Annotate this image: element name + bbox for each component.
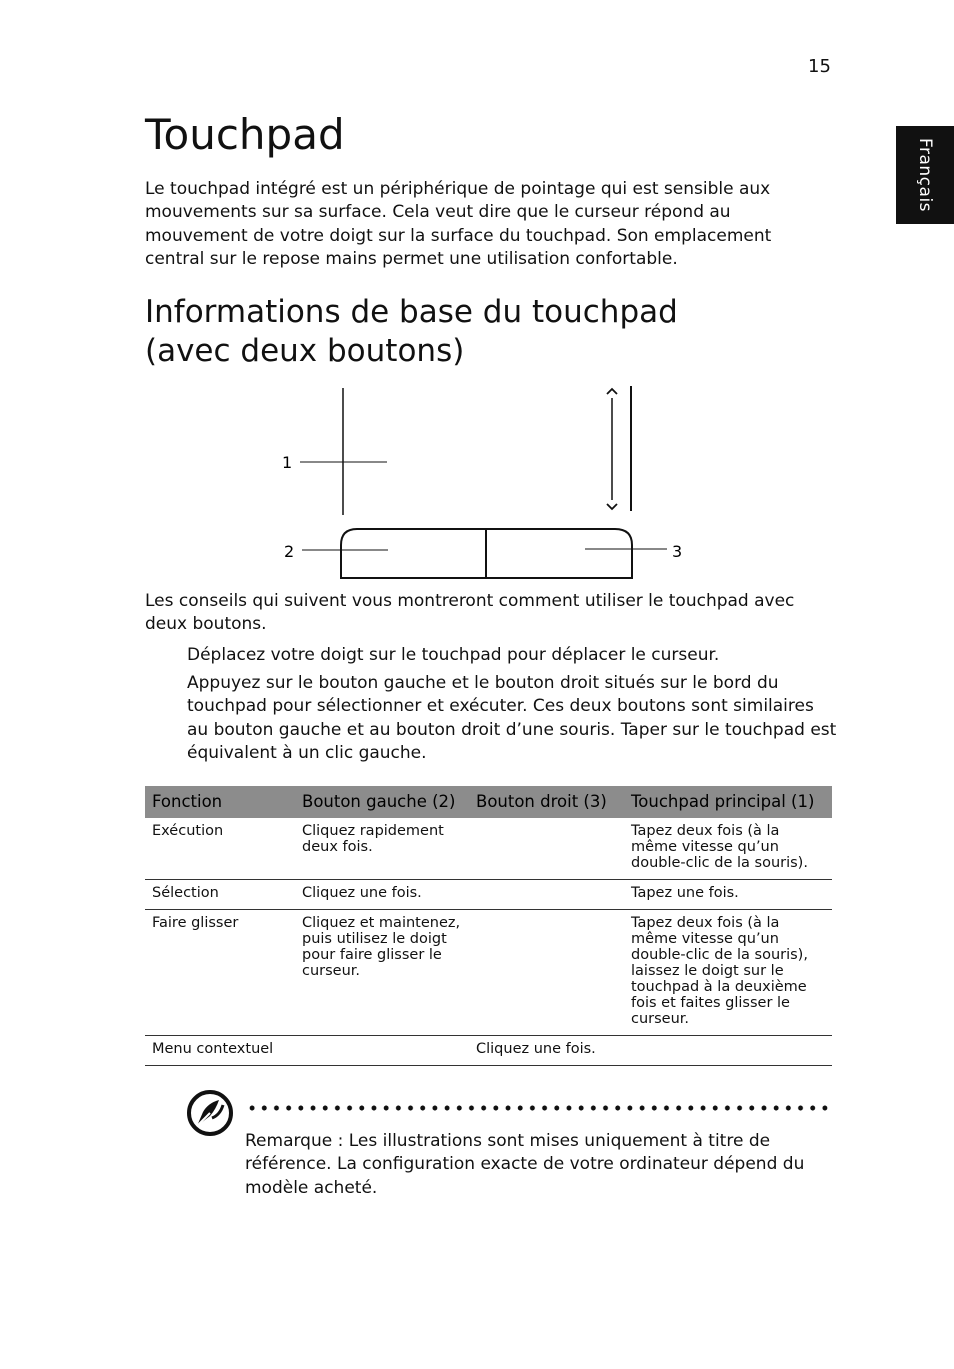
table-row	[145, 818, 832, 880]
table-header-row	[145, 786, 832, 818]
header-right-button: Bouton droit (3)	[469, 786, 624, 818]
table-row	[145, 880, 832, 910]
section-heading	[145, 293, 785, 371]
table-cell: Tapez deux fois (à la même vitesse qu’un double-clic de la souris), laissez le doigt sur le touchpad à la deuxième fois et faites glisser le curseur.	[624, 910, 832, 1036]
scroll-down-arrow	[607, 504, 617, 509]
table-cell	[624, 1036, 832, 1066]
header-function: Fonction	[145, 786, 295, 818]
note-pen-icon	[186, 1089, 234, 1137]
callout-1-label: 1	[282, 453, 293, 472]
scroll-up-arrow	[607, 389, 617, 394]
table-cell: Sélection	[145, 880, 295, 910]
callout-2-label: 2	[284, 542, 295, 561]
table-row	[145, 910, 832, 1036]
note-paragraph	[245, 1130, 835, 1200]
intro-paragraph: Le touchpad intégré est un périphérique de pointage qui est sensible aux mouvements sur sa surface. Cela veut dire que le curseur répond au mouvement de votre doigt sur la surface du touchpad. Son emplacement central sur le repose mains permet une utilisation confortable.	[145, 179, 772, 269]
table-cell: Cliquez rapidement deux fois.	[295, 818, 469, 880]
table-row	[145, 1036, 832, 1066]
page-title: Touchpad	[145, 110, 345, 159]
table-cell: Cliquez une fois.	[295, 880, 469, 910]
page-number: 15	[808, 56, 831, 77]
table-cell	[295, 1036, 469, 1066]
note-dotted-rule	[246, 1105, 832, 1111]
section-heading-line1: Informations de base du touchpad	[145, 294, 678, 330]
table-cell: Menu contextuel	[145, 1036, 295, 1066]
tips-intro: Les conseils qui suivent vous montreront comment utiliser le touchpad avec deux boutons.	[145, 591, 795, 635]
header-left-button: Bouton gauche (2)	[295, 786, 469, 818]
header-main-touchpad: Touchpad principal (1)	[624, 786, 832, 818]
table-cell: Exécution	[145, 818, 295, 880]
table-cell: Tapez deux fois (à la même vitesse qu’un double-clic de la souris).	[624, 818, 832, 880]
callout-3-label: 3	[672, 542, 683, 561]
note-label: Remarque :	[245, 1131, 344, 1151]
table-cell	[469, 880, 624, 910]
table-cell	[469, 818, 624, 880]
note-text: Les illustrations sont mises uniquement à titre de référence. La configuration exacte de votre ordinateur dépend du modèle acheté.	[245, 1131, 805, 1198]
language-tab-label: Français	[915, 137, 936, 213]
table-cell: Cliquez et maintenez, puis utilisez le doigt pour faire glisser le curseur.	[295, 910, 469, 1036]
table-cell: Cliquez une fois.	[469, 1036, 624, 1066]
language-tab	[896, 126, 954, 224]
tip-buttons: Appuyez sur le bouton gauche et le bouton droit situés sur le bord du touchpad pour sélectionner et exécuter. Ces deux boutons sont similaires au bouton gauche et au bouton droit d’une souris. Taper sur le touchpad est équivalent à un clic gauche.	[187, 673, 837, 763]
table-cell	[469, 910, 624, 1036]
table-cell: Faire glisser	[145, 910, 295, 1036]
touchpad-diagram	[270, 380, 700, 585]
touchpad-function-table	[145, 786, 832, 1066]
tip-move-cursor: Déplacez votre doigt sur le touchpad pour déplacer le curseur.	[187, 645, 720, 665]
section-heading-line2: (avec deux boutons)	[145, 333, 465, 369]
table-cell: Tapez une fois.	[624, 880, 832, 910]
